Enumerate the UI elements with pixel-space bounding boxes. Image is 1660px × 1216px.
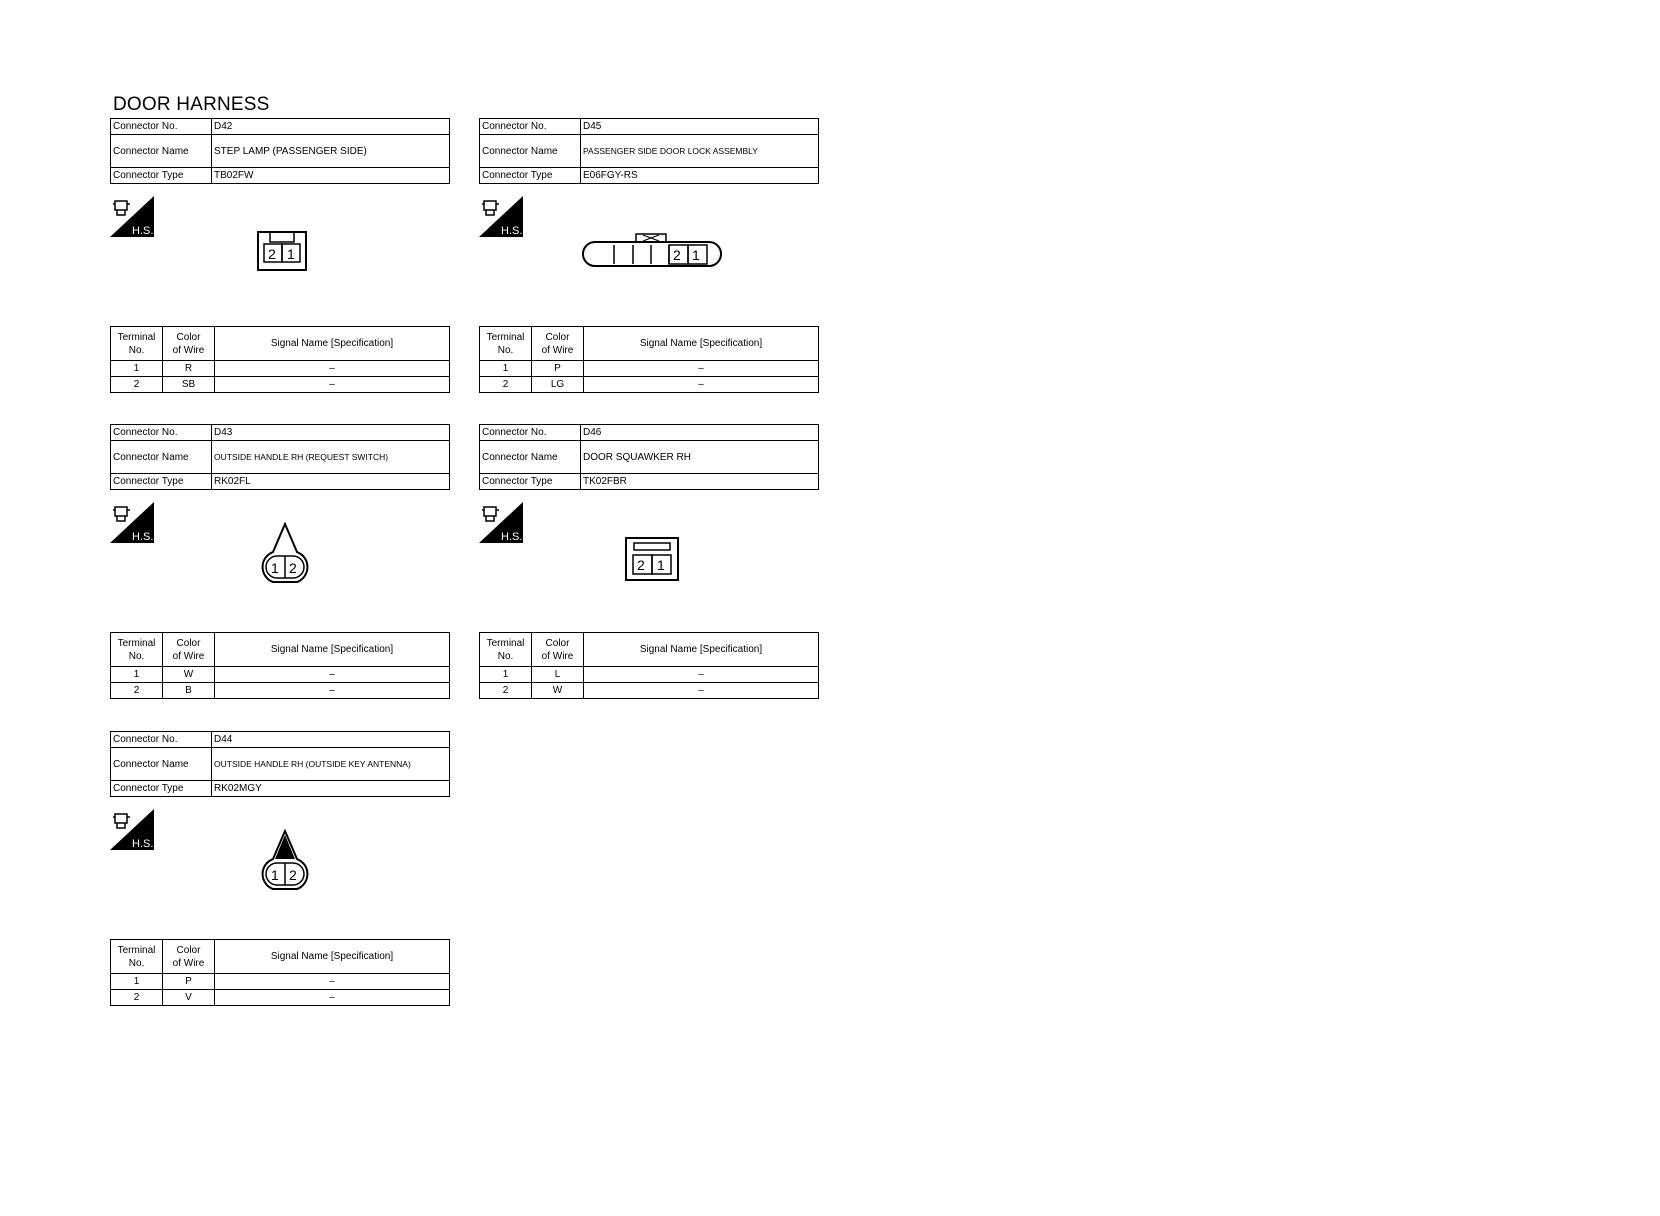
color-of-wire-header: Color of Wire [163,633,215,667]
page-title: DOOR HARNESS [113,94,270,115]
table-row: 2 W – [480,683,819,699]
connector-type-value: TB02FW [212,168,450,184]
signal-name-header: Signal Name [Specification] [584,633,819,667]
hs-label: H.S. [501,531,523,543]
connector-info-table [479,424,819,490]
connector-no-value: D43 [212,425,450,441]
pin-label: 1 [287,246,295,262]
connector-info-table [479,118,819,184]
connector-name-value: PASSENGER SIDE DOOR LOCK ASSEMBLY [581,135,819,168]
connector-name-label: Connector Name [111,135,212,168]
connector-no-label: Connector No. [111,732,212,748]
harness-side-icon [479,502,523,543]
connector-no-value: D42 [212,119,450,135]
harness-side-icon [110,196,154,237]
connector-type-value: RK02MGY [212,781,450,797]
pin-label: 2 [289,867,297,883]
pin-label: 2 [637,557,645,573]
signal-name-header: Signal Name [Specification] [215,633,450,667]
terminal-no-header: Terminal No. [480,633,532,667]
connector-no-value: D46 [581,425,819,441]
connector-name-label: Connector Name [480,441,581,474]
connector-name-label: Connector Name [111,748,212,781]
color-of-wire-header: Color of Wire [163,940,215,974]
signal-name-header: Signal Name [Specification] [215,327,450,361]
connector-no-label: Connector No. [480,425,581,441]
table-row: 1 P – [480,361,819,377]
signal-name-header: Signal Name [Specification] [215,940,450,974]
hs-label: H.S. [132,225,154,237]
connector-info-table [110,424,450,490]
connector-block-d45 [479,118,819,398]
connector-type-label: Connector Type [111,474,212,490]
table-row: 1 W – [111,667,450,683]
connector-name-value: STEP LAMP (PASSENGER SIDE) [212,135,450,168]
connector-face-diagram [251,522,319,584]
table-row: 1 R – [111,361,450,377]
pin-label: 2 [673,247,681,263]
terminal-table [110,326,450,393]
table-row: 2 V – [111,990,450,1006]
connector-type-label: Connector Type [480,168,581,184]
connector-block-d43 [110,424,450,704]
pin-label: 1 [657,557,665,573]
connector-block-d46 [479,424,819,704]
terminal-table [110,939,450,1006]
terminal-no-header: Terminal No. [480,327,532,361]
connector-name-value: OUTSIDE HANDLE RH (OUTSIDE KEY ANTENNA) [212,748,450,781]
connector-face-diagram [624,536,680,582]
connector-no-value: D44 [212,732,450,748]
connector-name-value: OUTSIDE HANDLE RH (REQUEST SWITCH) [212,441,450,474]
harness-side-icon [110,502,154,543]
connector-face-diagram [251,829,319,891]
harness-side-icon [110,809,154,850]
connector-no-label: Connector No. [111,425,212,441]
table-row: 2 LG – [480,377,819,393]
hs-label: H.S. [132,531,154,543]
terminal-no-header: Terminal No. [111,633,163,667]
pin-label: 2 [268,246,276,262]
pin-label: 2 [289,560,297,576]
connector-type-label: Connector Type [480,474,581,490]
terminal-no-header: Terminal No. [111,327,163,361]
connector-face-diagram [256,230,310,274]
color-of-wire-header: Color of Wire [532,633,584,667]
connector-type-value: RK02FL [212,474,450,490]
connector-no-label: Connector No. [480,119,581,135]
pin-label: 1 [692,247,700,263]
connector-type-label: Connector Type [111,781,212,797]
connector-info-table [110,731,450,797]
connector-block-d42 [110,118,450,398]
connector-name-value: DOOR SQUAWKER RH [581,441,819,474]
hs-label: H.S. [501,225,523,237]
table-row: 2 B – [111,683,450,699]
terminal-no-header: Terminal No. [111,940,163,974]
connector-name-label: Connector Name [480,135,581,168]
connector-type-label: Connector Type [111,168,212,184]
connector-no-value: D45 [581,119,819,135]
pin-label: 1 [271,867,279,883]
connector-no-label: Connector No. [111,119,212,135]
terminal-table [479,632,819,699]
color-of-wire-header: Color of Wire [532,327,584,361]
color-of-wire-header: Color of Wire [163,327,215,361]
connector-type-value: TK02FBR [581,474,819,490]
connector-name-label: Connector Name [111,441,212,474]
terminal-table [110,632,450,699]
table-row: 1 P – [111,974,450,990]
table-row: 1 L – [480,667,819,683]
signal-name-header: Signal Name [Specification] [584,327,819,361]
table-row: 2 SB – [111,377,450,393]
hs-label: H.S. [132,838,154,850]
connector-type-value: E06FGY-RS [581,168,819,184]
terminal-table [479,326,819,393]
harness-side-icon [479,196,523,237]
connector-info-table [110,118,450,184]
connector-face-diagram [581,230,723,270]
connector-block-d44 [110,731,450,1011]
pin-label: 1 [271,560,279,576]
